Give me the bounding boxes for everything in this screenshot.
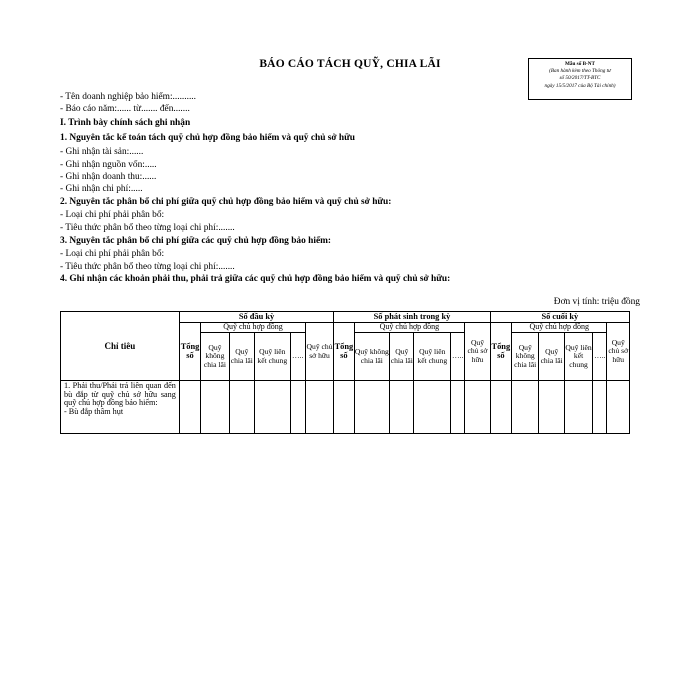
- col-header-fund: Quỹ không chia lãi: [354, 333, 390, 381]
- form-note-line: ngày 15/5/2017 của Bộ Tài chính): [544, 82, 616, 89]
- table-cell: [179, 381, 200, 434]
- page-title: BÁO CÁO TÁCH QUỸ, CHIA LÃI: [259, 58, 441, 70]
- form-code-box: [528, 58, 632, 100]
- col-header-fund: Quỹ liên kết chung: [414, 333, 451, 381]
- table-cell: [607, 381, 630, 434]
- col-header-fund: …..: [593, 333, 607, 381]
- row-label-cell: [61, 381, 180, 434]
- table-cell: [229, 381, 254, 434]
- col-header-tong-so: Tổng số: [179, 323, 200, 381]
- subsection-heading: 4. Ghi nhận các khoản phải thu, phải trả giữa các quỹ chủ hợp đồng bảo hiểm và quỹ chủ sở hữu:: [60, 274, 451, 284]
- report-table: [60, 311, 630, 434]
- list-item: - Tiêu thức phân bổ theo từng loại chi phí:.......: [60, 262, 235, 272]
- col-header-chi-tieu: Chỉ tiêu: [61, 312, 180, 381]
- col-header-fund: Quỹ không chia lãi: [512, 333, 539, 381]
- table-cell: [451, 381, 465, 434]
- col-header-fund: Quỹ liên kết chung: [564, 333, 592, 381]
- table-cell: [539, 381, 564, 434]
- subsection-heading: 3. Nguyên tắc phân bổ chi phí giữa các quỹ chủ hợp đồng bảo hiểm:: [60, 236, 332, 246]
- col-header-tong-so: Tổng số: [490, 323, 511, 381]
- col-header-owner-fund: Quỹ chủ sở hữu: [305, 323, 333, 381]
- table-cell: [512, 381, 539, 434]
- table-cell: [414, 381, 451, 434]
- unit-label: Đơn vị tính: triệu đồng: [553, 297, 640, 307]
- table-cell: [390, 381, 414, 434]
- table-cell: [334, 381, 354, 434]
- col-header-fund: Quỹ chia lãi: [390, 333, 414, 381]
- list-item: - Ghi nhận tài sản:......: [60, 147, 144, 157]
- table-row: [61, 381, 630, 434]
- subsection-heading: 1. Nguyên tắc kế toán tách quỹ chủ hợp đồng bảo hiểm và quỹ chủ sở hữu: [60, 133, 355, 143]
- form-code: Mẫu số B-NT: [565, 61, 595, 67]
- col-header-fund: …..: [451, 333, 465, 381]
- list-item: - Ghi nhận doanh thu:......: [60, 172, 157, 182]
- col-header-fund: Quỹ chia lãi: [539, 333, 564, 381]
- col-header-owner-fund: Quỹ chủ sở hữu: [607, 323, 630, 381]
- subsection-heading: 2. Nguyên tắc phân bổ chi phí giữa quỹ chủ hợp đồng bảo hiểm và quỹ chủ sở hữu:: [60, 197, 392, 207]
- table-cell: [465, 381, 490, 434]
- table-cell: [255, 381, 291, 434]
- table-cell: [564, 381, 592, 434]
- col-group-header: Số cuối kỳ: [490, 312, 629, 323]
- col-header-tong-so: Tổng số: [334, 323, 354, 381]
- col-header-fund: …..: [290, 333, 305, 381]
- col-subgroup-header: Quỹ chủ hợp đồng: [512, 323, 607, 333]
- section-heading: I. Trình bày chính sách ghi nhận: [60, 118, 191, 128]
- company-name-line: - Tên doanh nghiệp bảo hiểm:..........: [60, 92, 196, 102]
- list-item: - Loại chi phí phải phân bổ:: [60, 210, 165, 220]
- col-group-header: Số phát sinh trong kỳ: [334, 312, 490, 323]
- table-cell: [490, 381, 511, 434]
- list-item: - Ghi nhận chi phí:.....: [60, 184, 143, 194]
- col-header-fund: Quỹ liên kết chung: [255, 333, 291, 381]
- table-cell: [354, 381, 390, 434]
- table-cell: [593, 381, 607, 434]
- col-subgroup-header: Quỹ chủ hợp đồng: [354, 323, 465, 333]
- list-item: - Loại chi phí phải phân bổ:: [60, 249, 165, 259]
- table-cell: [290, 381, 305, 434]
- list-item: - Tiêu thức phân bổ theo từng loại chi phí:.......: [60, 223, 235, 233]
- table-cell: [201, 381, 229, 434]
- form-note-line: (Ban hành kèm theo Thông tư: [549, 68, 611, 75]
- report-period-line: - Báo cáo năm:...... từ....... đến.......: [60, 104, 190, 114]
- col-header-owner-fund: Quỹ chủ sở hữu: [465, 323, 490, 381]
- col-subgroup-header: Quỹ chủ hợp đồng: [201, 323, 306, 333]
- row-label: 1. Phải thu/Phải trả liên quan đến bù đắp từ quỹ chủ sở hữu sang quỹ chủ hợp đồng bảo hiểm:: [64, 381, 176, 408]
- col-header-fund: Quỹ không chia lãi: [201, 333, 229, 381]
- col-group-header: Số đầu kỳ: [179, 312, 333, 323]
- table-cell: [305, 381, 333, 434]
- form-note-line: số 50/2017/TT-BTC: [559, 75, 601, 82]
- list-item: - Ghi nhận nguồn vốn:.....: [60, 160, 157, 170]
- row-sublabel: - Bù đắp thâm hụt: [64, 406, 124, 416]
- col-header-fund: Quỹ chia lãi: [229, 333, 254, 381]
